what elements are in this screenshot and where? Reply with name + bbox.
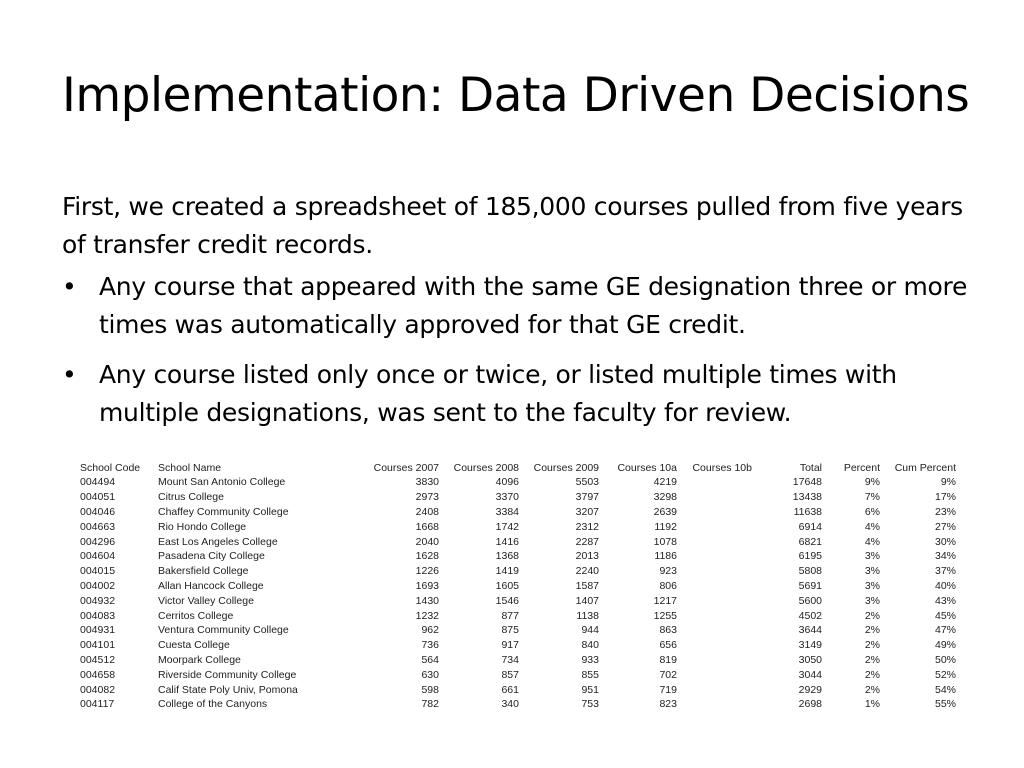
table-cell: 855 (581, 668, 599, 681)
bullet-text: Any course listed only once or twice, or listed multiple times with multiple designations, was sent to the faculty for review. (99, 360, 897, 427)
table-cell: 004931 (80, 624, 116, 637)
table-cell: 30% (934, 535, 956, 548)
table-cell: 1078 (653, 535, 677, 548)
table-cell: 004604 (80, 550, 116, 563)
table-cell: 40% (934, 579, 956, 592)
table-cell: Cuesta College (158, 639, 230, 652)
table-cell: Rio Hondo College (158, 520, 247, 533)
table-cell: 4% (864, 535, 880, 548)
table-cell: 806 (659, 579, 677, 592)
table-cell: 823 (659, 698, 677, 711)
table-row (78, 475, 958, 490)
table-row (78, 579, 958, 594)
table-cell: 1546 (495, 594, 519, 607)
intro-paragraph: First, we created a spreadsheet of 185,000 courses pulled from five years of transfer credit records. (62, 192, 963, 259)
column-header: Courses 10b (692, 462, 752, 474)
table-cell: 1693 (415, 579, 439, 592)
bullet-icon: • (62, 360, 77, 389)
table-cell: 1742 (495, 520, 519, 533)
table-cell: 2287 (575, 535, 599, 548)
table-cell: 1232 (415, 609, 439, 622)
table-cell: 3149 (798, 639, 822, 652)
table-cell: 2% (864, 683, 880, 696)
table-cell: 875 (501, 624, 519, 637)
table-cell (679, 697, 754, 712)
table-cell: 5503 (575, 476, 599, 489)
table-cell: 2639 (653, 505, 677, 518)
table-cell: 1217 (653, 594, 677, 607)
column-header: Courses 2009 (533, 462, 599, 474)
table-cell: Allan Hancock College (158, 579, 264, 592)
table-cell: 2698 (798, 698, 822, 711)
table-cell: 3830 (415, 476, 439, 489)
table-cell: 2408 (415, 505, 439, 518)
table-row (78, 697, 958, 712)
table-cell: 2% (864, 653, 880, 666)
table-row (78, 549, 958, 564)
table-cell: 1416 (495, 535, 519, 548)
table-cell: 004494 (80, 476, 116, 489)
table-cell: 782 (421, 698, 439, 711)
column-header: Courses 2008 (453, 462, 519, 474)
table-cell: 3644 (798, 624, 822, 637)
table-cell: 1% (864, 698, 880, 711)
table-cell: Chaffey Community College (158, 505, 289, 518)
table-cell: 340 (501, 698, 519, 711)
table-cell: Riverside Community College (158, 668, 297, 681)
table-cell: 5600 (798, 594, 822, 607)
table-cell: 27% (934, 520, 956, 533)
table-cell: 34% (934, 550, 956, 563)
table-row (78, 623, 958, 638)
table-cell: 877 (501, 609, 519, 622)
table-cell: 3370 (495, 491, 519, 504)
table-cell: 004117 (80, 698, 115, 711)
table-cell: 2013 (575, 550, 599, 563)
table-cell: 4096 (495, 476, 519, 489)
table-cell: 2% (864, 639, 880, 652)
column-header: Total (799, 462, 822, 474)
table-cell: 630 (421, 668, 439, 681)
table-cell: 3% (864, 594, 880, 607)
table-cell: 004658 (80, 668, 116, 681)
table-cell: 13438 (792, 491, 822, 504)
table-cell: 3% (864, 579, 880, 592)
column-header: School Code (80, 462, 141, 474)
table-cell: 3% (864, 550, 880, 563)
table-cell: Citrus College (158, 491, 224, 504)
table-cell: 1419 (495, 565, 519, 578)
schools-table (78, 461, 958, 712)
slide-body (62, 188, 982, 444)
table-cell (679, 564, 754, 579)
table-cell (679, 667, 754, 682)
table-cell: 004015 (80, 565, 116, 578)
table-cell: 1668 (415, 520, 439, 533)
table-cell (679, 534, 754, 549)
table-cell: 004663 (80, 520, 116, 533)
table-cell: 598 (421, 683, 439, 696)
table-cell (679, 608, 754, 623)
table-cell: 17648 (792, 476, 822, 489)
table-cell (679, 682, 754, 697)
table-cell: 1138 (576, 609, 599, 622)
table-cell: Pasadena City College (158, 550, 265, 563)
bullet-item (62, 356, 982, 432)
table-cell: 4% (864, 520, 880, 533)
table-cell: 2% (864, 668, 880, 681)
table-cell: 3384 (495, 505, 519, 518)
table-cell: 5808 (798, 565, 822, 578)
table-cell: 857 (501, 668, 519, 681)
table-cell: 3298 (653, 491, 677, 504)
table-cell: 1192 (654, 520, 677, 533)
table-header-row (78, 461, 958, 475)
table-cell: 1226 (415, 565, 439, 578)
table-cell: 4502 (798, 609, 822, 622)
table-cell: 3797 (575, 491, 599, 504)
table-cell: East Los Angeles College (158, 535, 278, 548)
table-row (78, 667, 958, 682)
table-cell: 11638 (793, 505, 822, 518)
table-cell: 1587 (575, 579, 599, 592)
table-cell: Calif State Poly Univ, Pomona (158, 683, 298, 696)
table-cell: 2973 (415, 491, 439, 504)
table-cell: 3044 (798, 668, 822, 681)
table-cell: 702 (659, 668, 677, 681)
table-cell (679, 519, 754, 534)
table-cell: 004002 (80, 579, 116, 592)
bullet-text: Any course that appeared with the same GE designation three or more times was automatically approved for that GE credit. (99, 272, 968, 339)
slide-title: Implementation: Data Driven Decisions (62, 68, 970, 123)
table-cell: 3050 (798, 653, 822, 666)
table-cell: 6914 (798, 520, 822, 533)
table-cell: 004083 (80, 609, 116, 622)
table-cell: 17% (934, 491, 956, 504)
table-cell: 962 (421, 624, 439, 637)
table-cell: 1628 (415, 550, 439, 563)
table-row (78, 534, 958, 549)
table-cell: College of the Canyons (158, 698, 268, 711)
table-cell: 7% (864, 491, 880, 504)
table-cell: 734 (501, 653, 519, 666)
table-cell: 004051 (80, 491, 116, 504)
table-cell: 004932 (80, 594, 116, 607)
table-cell: 5691 (798, 579, 822, 592)
table-cell (679, 593, 754, 608)
table-cell: 2240 (575, 565, 599, 578)
table-cell: 2312 (575, 520, 599, 533)
table-cell: Bakersfield College (158, 565, 249, 578)
table-cell (679, 638, 754, 653)
column-header: Cum Percent (894, 462, 956, 474)
table-cell: 3207 (575, 505, 599, 518)
table-cell: 6821 (798, 535, 822, 548)
table-cell: 004046 (80, 505, 116, 518)
table-cell: 55% (934, 698, 956, 711)
table-cell: 43% (934, 594, 956, 607)
table-cell: 3% (864, 565, 880, 578)
table-cell: 1430 (415, 594, 439, 607)
table-cell: 1255 (653, 609, 677, 622)
table-row (78, 638, 958, 653)
table-cell: 656 (659, 639, 677, 652)
table-row (78, 505, 958, 520)
table-cell: 2% (864, 609, 880, 622)
table-cell: 564 (421, 653, 439, 666)
table-cell: 9% (940, 476, 956, 489)
table-row (78, 682, 958, 697)
table-row (78, 519, 958, 534)
table-cell: 9% (864, 476, 880, 489)
table-cell: 4219 (653, 476, 677, 489)
table-cell: Moorpark College (158, 653, 241, 666)
table-cell: 661 (501, 683, 519, 696)
table-cell: 2929 (798, 683, 822, 696)
table-row (78, 593, 958, 608)
column-header: School Name (158, 462, 222, 474)
table-cell: 6% (864, 505, 880, 518)
table-cell (679, 490, 754, 505)
table-cell: Cerritos College (158, 609, 234, 622)
table-cell: 840 (581, 639, 599, 652)
table-cell: 933 (581, 653, 599, 666)
bullet-list (62, 268, 982, 432)
table-cell (679, 475, 754, 490)
table-cell: 2040 (415, 535, 439, 548)
bullet-icon: • (62, 272, 77, 301)
table-cell: 004512 (80, 653, 116, 666)
table-cell: 923 (659, 565, 677, 578)
table-row (78, 490, 958, 505)
table-cell: 736 (421, 639, 439, 652)
table-cell: 004101 (80, 639, 116, 652)
table-cell: 47% (934, 624, 956, 637)
table-body (78, 475, 958, 712)
table-cell: 1605 (495, 579, 519, 592)
table-cell: 819 (659, 653, 677, 666)
table-cell: 1368 (495, 550, 519, 563)
table-cell: 49% (934, 639, 956, 652)
table-row (78, 564, 958, 579)
table-cell: 951 (581, 683, 599, 696)
table-cell: 6195 (798, 550, 822, 563)
table-cell (679, 623, 754, 638)
table-cell: 2% (864, 624, 880, 637)
table-cell: 753 (581, 698, 599, 711)
table-cell: 23% (934, 505, 956, 518)
table-cell: 917 (501, 639, 519, 652)
table-cell: 1186 (654, 550, 677, 563)
table-cell: 54% (934, 683, 956, 696)
table-cell (679, 579, 754, 594)
table-cell: 45% (934, 609, 956, 622)
table-cell: 37% (934, 565, 956, 578)
table-cell: Ventura Community College (158, 624, 289, 637)
table-cell (679, 549, 754, 564)
column-header: Percent (843, 462, 880, 474)
table-cell: 1407 (575, 594, 599, 607)
table-cell: Mount San Antonio College (158, 476, 286, 489)
column-header: Courses 10a (617, 462, 677, 474)
column-header: Courses 2007 (373, 462, 439, 474)
table-cell (679, 505, 754, 520)
table-cell: 004082 (80, 683, 116, 696)
table-cell: 719 (659, 683, 677, 696)
table-cell: 944 (581, 624, 599, 637)
table-cell: 004296 (80, 535, 116, 548)
table-cell: 50% (934, 653, 956, 666)
table-row (78, 608, 958, 623)
bullet-item (62, 268, 982, 344)
table-cell: Victor Valley College (158, 594, 254, 607)
table-cell: 52% (934, 668, 956, 681)
table-cell: 863 (659, 624, 677, 637)
table-row (78, 653, 958, 668)
table-cell (679, 653, 754, 668)
